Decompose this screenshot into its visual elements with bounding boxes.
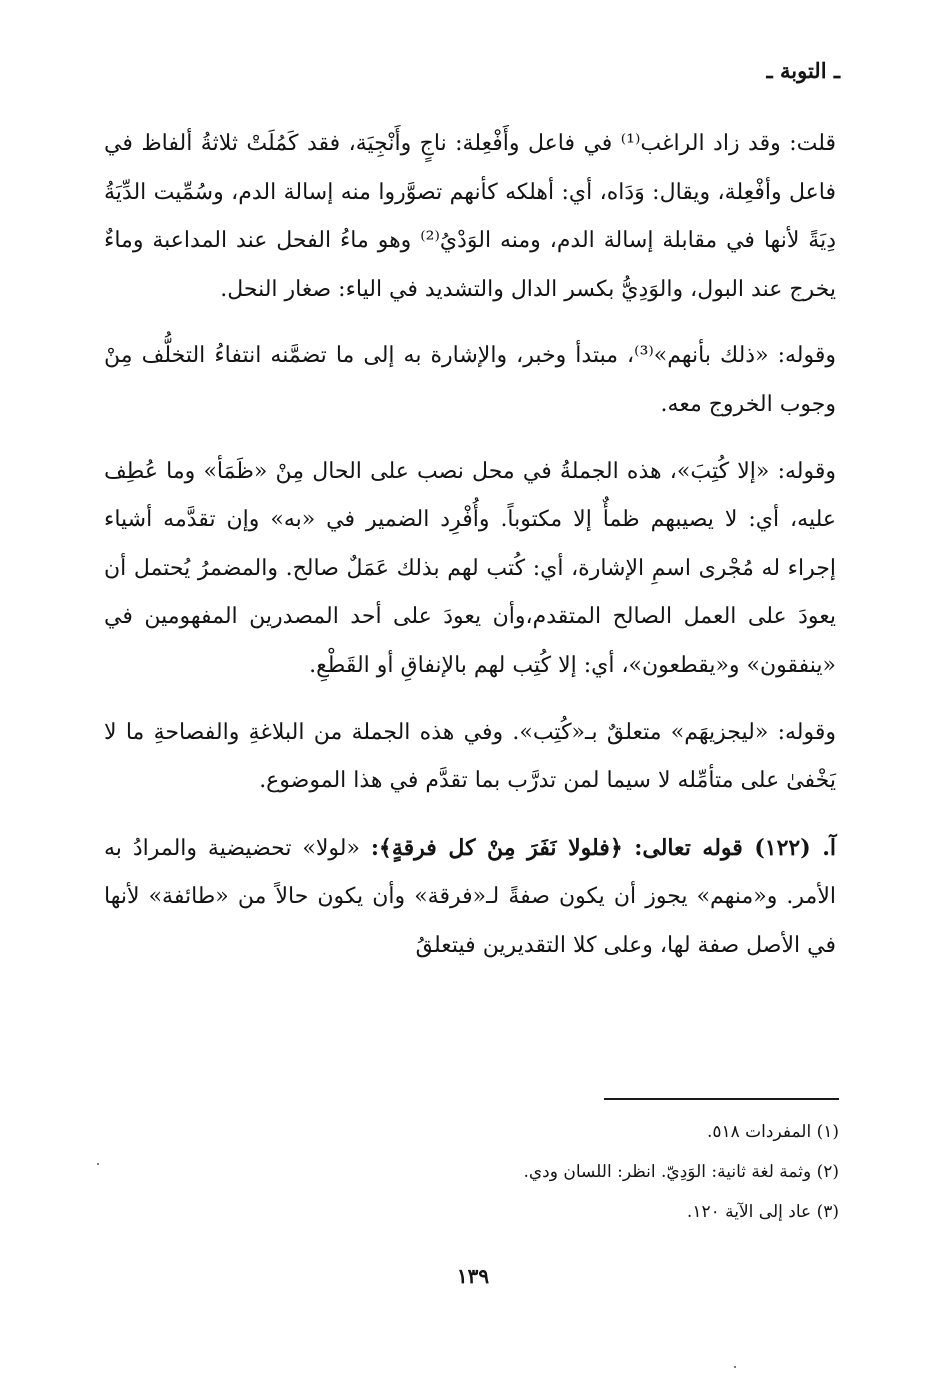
footnote-2: (٢) وثمة لغة ثانية: الوَدِيّ. انظر: اللسان ودي. (523, 1162, 839, 1182)
footnotes (119, 1112, 839, 1232)
footnote-1: (١) المفردات ٥١٨. (706, 1122, 839, 1142)
verse-lead: آ. (١٢٢) قوله تعالى: ﴿فلولا نَفَرَ مِنْ كل فرقةٍ﴾: (370, 834, 836, 861)
running-header: ـ التوبة ـ (766, 58, 840, 83)
verse-body: «لولا» تحضيضية والمرادُ به الأمر. و«منهم» يجوز أن يكون صفةً لـ«فرقة» وأن يكون حالاً من «طائفة» لأنها في الأصل صفة لها، وعلى كلا التقديرين فيتعلقُ (104, 835, 836, 958)
paragraph-3: وقوله: «إلا كُتِبَ»، هذه الجملةُ في محل نصب على الحال مِنْ «ظَمَأ» وما عُطِف عليه، أي: لا يصيبهم ظمأٌ إلا مكتوباً. وأُفْرِد الضمير في «به» وإن تقدَّمه أشياء إجراء له مُجْرى اسمِ الإشارة، أي: كُتب لهم بذلك عَمَلٌ صالح. والمضمرُ يُحتمل أن يعودَ على العمل الصالح المتقدم،وأن يعودَ على أحد المصدرين المفهومين في «ينفقون» و«يقطعون»، أي: إلا كُتِب لهم بالإنفاقِ أو القَطْعِ. (104, 458, 836, 678)
main-text (104, 120, 836, 989)
scan-speck (734, 1366, 736, 1368)
paragraph-2: وقوله: «ذلك بأنهم»⁽³⁾، مبتدأ وخبر، والإشارة به إلى ما تضمَّنه انتفاءُ التخلُّف مِنْ وجوب الخروج معه. (104, 343, 836, 417)
paragraph-1: قلت: وقد زاد الراغب⁽¹⁾ في فاعل وأَفْعِلة: ناجٍ وأَنْجِيَة، فقد كَمُلَتْ ثلاثةُ ألفاظ في فاعل وأفْعِلة، ويقال: وَدَاه، أي: أهلكه كأنهم تصوَّروا منه إسالة الدم، وسُمِّيت الدِّيَةُ دِيَةً لأنها في مقابلة إسالة الدم، ومنه الوَدْيُ⁽²⁾ وهو ماءُ الفحل عند المداعبة وماءٌ يخرج عند البول، والوَدِيُّ بكسر الدال والتشديد في الياء: صغار النحل. (104, 131, 837, 302)
paragraph-4: وقوله: «ليجزيهَم» متعلقٌ بـ«كُتِب». وفي هذه الجملة من البلاغةِ والفصاحةِ ما لا يَخْفىٰ على متأمِّله لا سيما لمن تدرَّب بما تقدَّم في هذا الموضوع. (104, 719, 836, 794)
footnote-divider (604, 1098, 839, 1100)
page-number: ١٣٩ (456, 1264, 490, 1288)
scan-speck (97, 1163, 99, 1165)
verse-paragraph (104, 824, 836, 971)
footnote-3: (٣) عاد إلى الآية ١٢٠. (686, 1202, 839, 1222)
